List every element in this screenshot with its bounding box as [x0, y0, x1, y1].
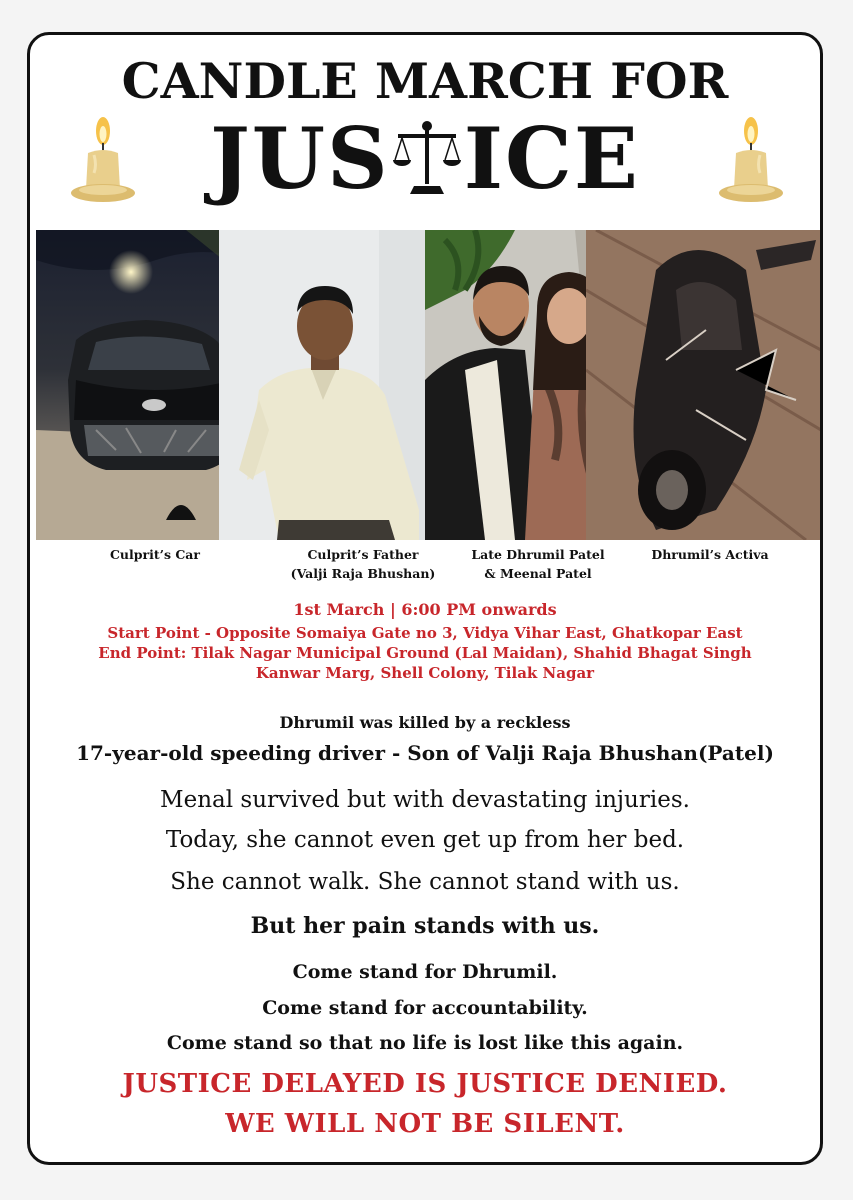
slogan-line-1: JUSTICE DELAYED IS JUSTICE DENIED. [122, 1069, 728, 1099]
survived-text: Menal survived but with devastating injuries. [160, 787, 690, 813]
title-line-1: CANDLE MARCH FOR [121, 52, 729, 110]
photo-caption-car: Culprit’s Car [109, 547, 200, 562]
title-line-2 [30, 109, 820, 208]
title-justice-right: ICE [463, 109, 640, 208]
start-point: Start Point - Opposite Somaiya Gate no 3, Vidya Vihar East, Ghatkopar East [107, 624, 743, 642]
event-date: 1st March | 6:00 PM onwards [293, 600, 557, 619]
driver-text: 17-year-old speeding driver - Son of Valji Raja Bhushan(Patel) [76, 741, 774, 765]
scales-of-justice-icon [392, 120, 462, 196]
walk-text: She cannot walk. She cannot stand with us. [170, 869, 680, 895]
photo-strip [36, 230, 821, 540]
photo-caption-couple: Late Dhrumil Patel & Meenal Patel [471, 547, 605, 582]
title-justice-left: JUS [210, 109, 390, 208]
dhrumils-activa-photo [586, 230, 821, 540]
slogan-line-2: WE WILL NOT BE SILENT. [225, 1109, 625, 1139]
end-point-line-1: End Point: Tilak Nagar Municipal Ground (Lal Maidan), Shahid Bhagat Singh [98, 644, 752, 662]
killed-text: Dhrumil was killed by a reckless [279, 713, 571, 732]
pain-text: But her pain stands with us. [250, 913, 600, 939]
bed-text: Today, she cannot even get up from her bed. [165, 827, 685, 853]
end-point-line-2: Kanwar Marg, Shell Colony, Tilak Nagar [255, 664, 595, 682]
culprits-father-photo [219, 230, 425, 540]
stand-dhrumil-text: Come stand for Dhrumil. [292, 961, 558, 983]
photo-caption-father: Culprit’s Father (Valji Raja Bhushan) [290, 547, 436, 582]
poster [27, 32, 823, 1165]
stand-accountability-text: Come stand for accountability. [262, 997, 588, 1019]
photo-caption-activa: Dhrumil’s Activa [651, 547, 769, 562]
stand-no-life-lost-text: Come stand so that no life is lost like this again. [166, 1032, 684, 1054]
